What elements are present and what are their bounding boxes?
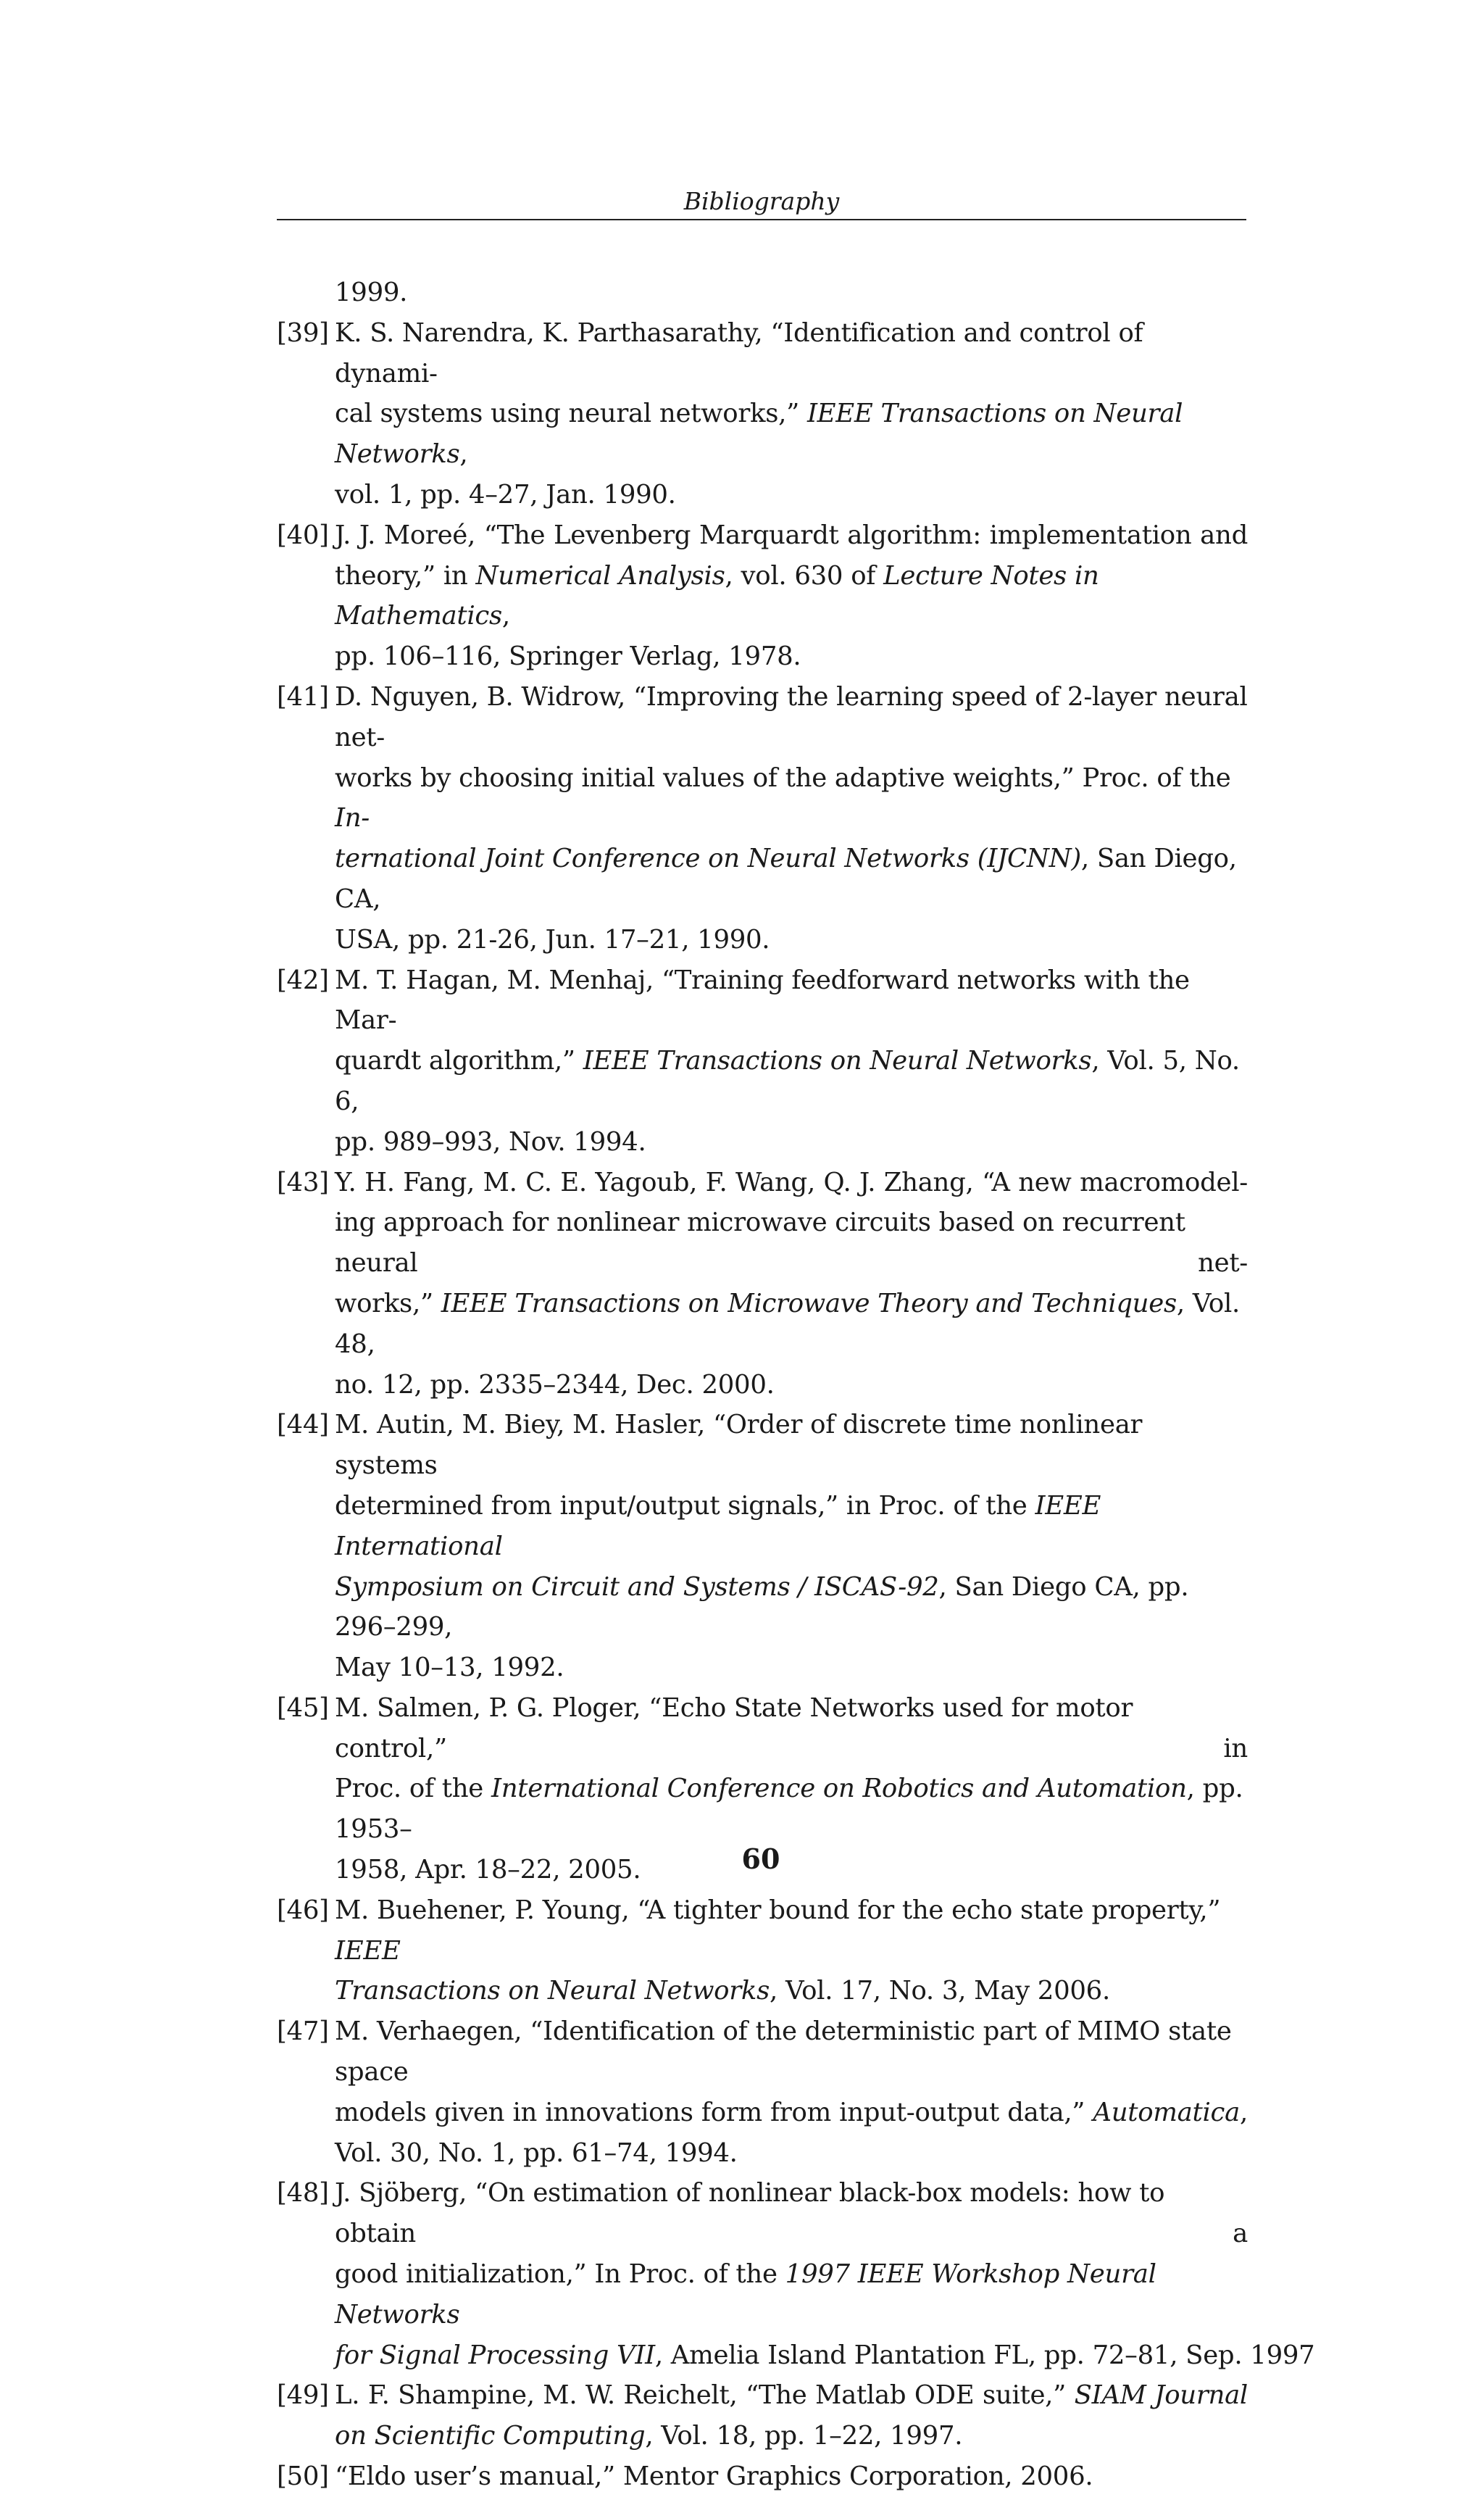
reference-number: [39] — [277, 317, 329, 348]
reference-line: vol. 1, pp. 4–27, Jan. 1990. — [335, 479, 676, 510]
reference-line: Symposium on Circuit and Systems / ISCAS-92, San Diego CA, pp. 296–299, — [335, 1571, 1189, 1642]
reference-line: works by choosing initial values of the adaptive weights,” Proc. of the In- — [335, 763, 1231, 834]
reference-line: determined from input/output signals,” in Proc. of the IEEE International — [335, 1490, 1101, 1561]
reference-entry — [277, 677, 1248, 960]
reference-continuation-text: 1999. — [335, 278, 408, 307]
reference-line: pp. 106–116, Springer Verlag, 1978. — [335, 641, 801, 672]
reference-line: no. 12, pp. 2335–2344, Dec. 2000. — [335, 1369, 775, 1400]
bibliography-list — [277, 273, 1315, 2497]
reference-number: [47] — [277, 2016, 329, 2047]
reference-line: M. Buehener, P. Young, “A tighter bound for the echo state property,” IEEE — [335, 1895, 1221, 1966]
reference-number: [50] — [277, 2461, 329, 2492]
reference-line: 1958, Apr. 18–22, 2005. — [335, 1855, 641, 1885]
reference-number: [46] — [277, 1895, 329, 1925]
reference-line: ternational Joint Conference on Neural Networks (IJCNN), San Diego, CA, — [335, 844, 1237, 914]
page-number: 60 — [741, 1842, 780, 1875]
reference-entry — [277, 960, 1248, 1163]
reference-line: J. J. Moreé, “The Levenberg Marquardt algorithm: implementation and — [335, 520, 1248, 550]
reference-line: good initialization,” In Proc. of the 1997 IEEE Workshop Neural Networks — [335, 2259, 1156, 2330]
reference-number: [40] — [277, 520, 329, 550]
reference-line: M. Verhaegen, “Identification of the deterministic part of MIMO state space — [335, 2016, 1232, 2087]
reference-line: D. Nguyen, B. Widrow, “Improving the learning speed of 2-layer neural net- — [335, 681, 1248, 752]
reference-line: USA, pp. 21-26, Jun. 17–21, 1990. — [335, 924, 770, 955]
reference-number: [44] — [277, 1410, 329, 1440]
reference-entry — [277, 2375, 1248, 2456]
reference-entry — [277, 2456, 1248, 2497]
reference-entry — [277, 515, 1248, 677]
reference-entry — [277, 313, 1248, 515]
reference-entries — [277, 313, 1315, 2497]
running-header — [277, 184, 1246, 220]
reference-number: [42] — [277, 965, 329, 995]
reference-entry — [277, 2011, 1248, 2173]
running-header-title: Bibliography — [683, 187, 840, 215]
reference-entry — [277, 1163, 1248, 1405]
reference-number: [48] — [277, 2178, 329, 2209]
reference-line: K. S. Narendra, K. Parthasarathy, “Identification and control of dynami- — [335, 317, 1143, 389]
reference-line: “Eldo user’s manual,” Mentor Graphics Corporation, 2006. — [335, 2461, 1093, 2492]
reference-number: [49] — [277, 2380, 329, 2411]
reference-continuation — [277, 273, 1248, 313]
reference-line: L. F. Shampine, M. W. Reichelt, “The Matlab ODE suite,” SIAM Journal — [335, 2380, 1248, 2411]
reference-line: for Signal Processing VII, Amelia Island Plantation FL, pp. 72–81, Sep. 1997 — [335, 2340, 1315, 2370]
reference-line: Proc. of the International Conference on Robotics and Automation, pp. 1953– — [335, 1774, 1243, 1845]
reference-line: cal systems using neural networks,” IEEE Transactions on Neural Networks, — [335, 399, 1183, 470]
reference-line: M. T. Hagan, M. Menhaj, “Training feedforward networks with the Mar- — [335, 965, 1190, 1036]
reference-line: J. Sjöberg, “On estimation of nonlinear black-box models: how to obtain a — [335, 2178, 1248, 2249]
reference-line: works,” IEEE Transactions on Microwave Theory and Techniques, Vol. 48, — [335, 1288, 1241, 1359]
reference-line: M. Salmen, P. G. Ploger, “Echo State Networks used for motor control,” in — [335, 1692, 1248, 1763]
reference-line: Transactions on Neural Networks, Vol. 17, No. 3, May 2006. — [335, 1976, 1110, 2006]
reference-number: [43] — [277, 1167, 329, 1197]
reference-line: pp. 989–993, Nov. 1994. — [335, 1126, 646, 1157]
reference-line: quardt algorithm,” IEEE Transactions on Neural Networks, Vol. 5, No. 6, — [335, 1046, 1240, 1116]
reference-entry — [277, 1890, 1248, 2011]
reference-line: theory,” in Numerical Analysis, vol. 630 of Lecture Notes in Mathematics, — [335, 560, 1099, 631]
reference-line: Y. H. Fang, M. C. E. Yagoub, F. Wang, Q. J. Zhang, “A new macromodel- — [335, 1167, 1248, 1197]
reference-number: [41] — [277, 681, 329, 712]
reference-line: May 10–13, 1992. — [335, 1653, 564, 1683]
reference-line: on Scientific Computing, Vol. 18, pp. 1–22, 1997. — [335, 2421, 963, 2451]
reference-entry — [277, 1405, 1248, 1688]
reference-line: Vol. 30, No. 1, pp. 61–74, 1994. — [335, 2137, 738, 2168]
reference-entry — [277, 2173, 1315, 2375]
reference-line: ing approach for nonlinear microwave circuits based on recurrent neural net- — [335, 1208, 1248, 1279]
reference-number: [45] — [277, 1692, 329, 1723]
reference-line: models given in innovations form from input-output data,” Automatica, — [335, 2097, 1248, 2127]
reference-line: M. Autin, M. Biey, M. Hasler, “Order of discrete time nonlinear systems — [335, 1410, 1143, 1481]
